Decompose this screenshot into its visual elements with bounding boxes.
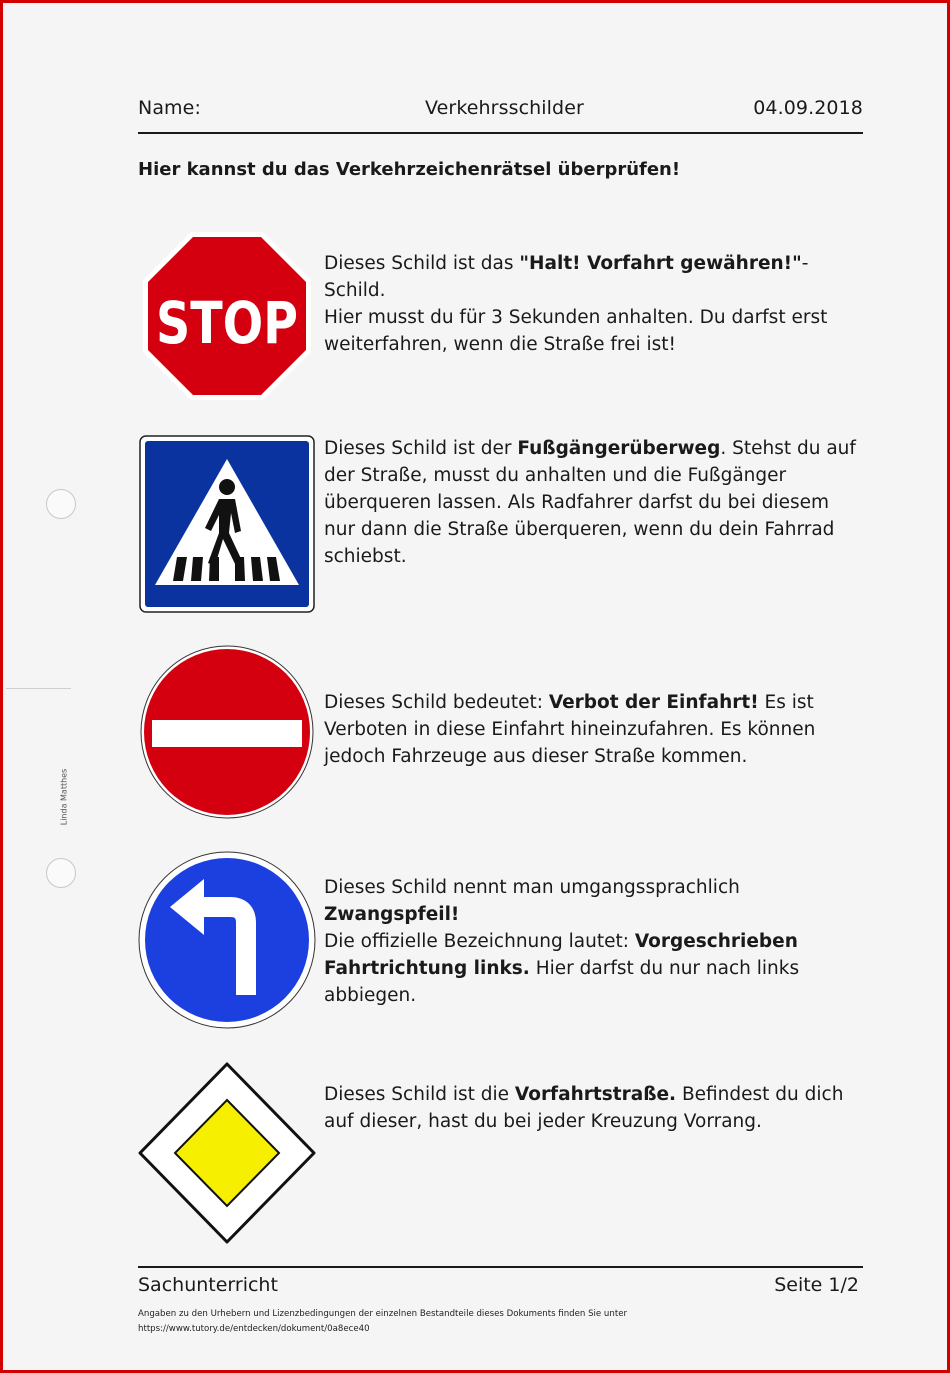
sign-description-no-entry: Dieses Schild bedeutet: Verbot der Einfahrt! Es ist Verboten in diese Einfahrt hineinzufahren. Es können jedoch Fahrzeuge aus dieser Straße kommen. — [324, 692, 816, 767]
punch-hole-bottom — [46, 858, 76, 888]
document-title: Verkehrsschilder — [425, 97, 584, 119]
no-entry-sign-icon — [140, 645, 314, 819]
author-credit: Linda Matthes — [59, 768, 69, 826]
document-date: 04.09.2018 — [753, 97, 863, 119]
turn-left-arrow-sign-icon — [138, 851, 316, 1029]
license-note-text: Angaben zu den Urhebern und Lizenzbedingungen der einzelnen Bestandteile dieses Dokuments finden Sie unter — [138, 1309, 628, 1319]
fold-mark — [6, 688, 71, 689]
license-note — [138, 1307, 698, 1337]
priority-road-sign-icon — [138, 1062, 316, 1244]
footer-divider — [138, 1266, 863, 1268]
license-note-link[interactable]: https://www.tutory.de/entdecken/dokument/0a8ece40 — [138, 1324, 370, 1334]
header-divider — [138, 132, 863, 134]
footer-subject: Sachunterricht — [138, 1274, 278, 1296]
stop-sign-icon — [140, 229, 314, 403]
name-label: Name: — [138, 97, 201, 119]
intro-heading: Hier kannst du das Verkehrzeichenrätsel überprüfen! — [138, 159, 681, 180]
pedestrian-crossing-sign-icon — [139, 435, 315, 613]
stop-sign-label: STOP — [156, 289, 298, 357]
header — [138, 97, 863, 123]
page-number: Seite 1/2 — [774, 1274, 859, 1296]
sign-description-turn-left: Dieses Schild nennt man umgangssprachlich Zwangspfeil! Die offizielle Bezeichnung lautet: Vorgeschrieben Fahrtrichtung links. Hier darfst du nur nach links abbiegen. — [324, 877, 800, 1006]
punch-hole-top — [46, 489, 76, 519]
sign-description-stop: Dieses Schild ist das "Halt! Vorfahrt gewähren!"-Schild. Hier musst du für 3 Sekunden anhalten. Du darfst erst weiterfahren, wenn die Straße frei ist! — [324, 253, 828, 355]
sign-description-priority-road: Dieses Schild ist die Vorfahrtstraße. Befindest du dich auf dieser, hast du bei jeder Kreuzung Vorrang. — [324, 1084, 844, 1132]
sign-description-crosswalk: Dieses Schild ist der Fußgängerüberweg. Stehst du auf der Straße, musst du anhalten und die Fußgänger überqueren lassen. Als Radfahrer darfst du bei diesem nur dann die Straße überqueren, wenn du dein Fahrrad schiebst. — [324, 438, 856, 567]
